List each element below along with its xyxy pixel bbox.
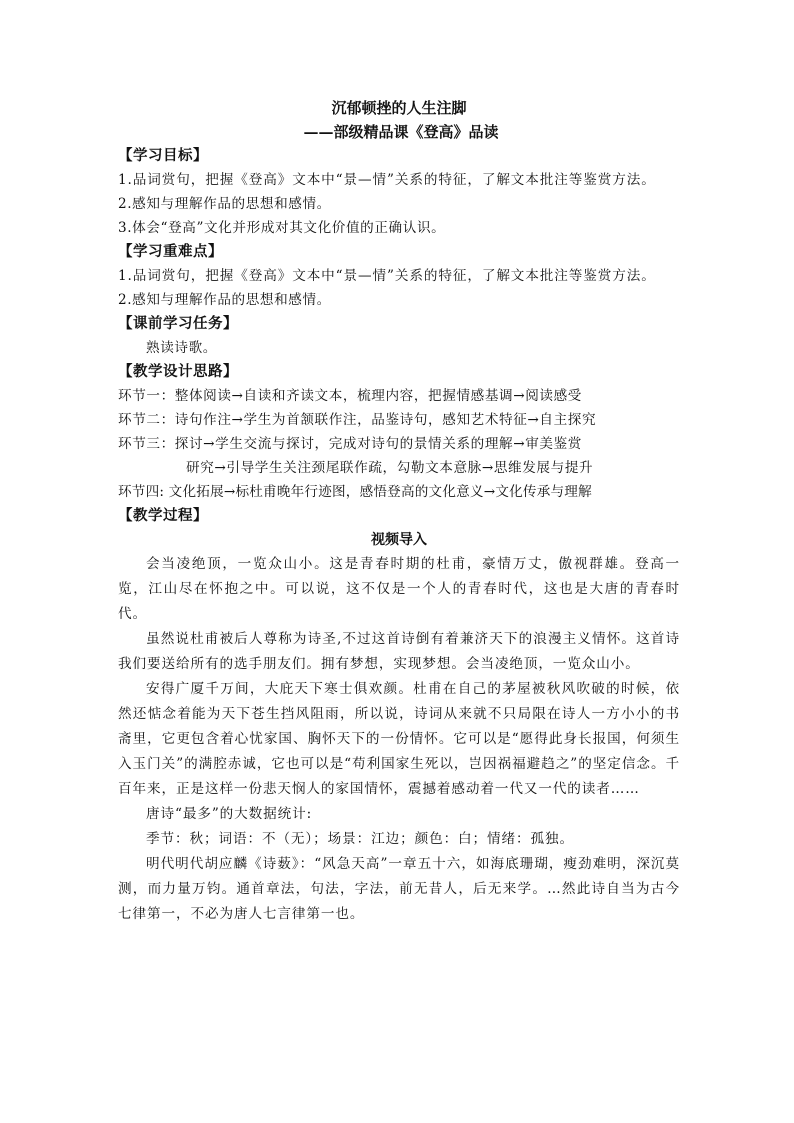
video-intro-heading: 视频导入 (371, 532, 427, 548)
process-heading: 【教学过程】 (118, 507, 208, 524)
process-paragraph: 会当凌绝顶，一览众山小。这是青春时期的杜甫，豪情万丈，傲视群雄。登高一览，江山尽在怀抱之中。可以说，这不仅是一个人的青春时代，这也是大唐的青春时代。 (118, 556, 680, 622)
key-point-item: 2.感知与理解作品的思想和感情。 (118, 292, 331, 308)
design-step: 环节二：诗句作注→学生为首颔联作注，品鉴诗句，感知艺术特征→自主探究 (118, 412, 597, 428)
design-heading: 【教学设计思路】 (118, 363, 238, 380)
process-paragraph: 唐诗“最多”的大数据统计: (146, 806, 313, 822)
process-paragraph: 安得广厦千万间，大庇天下寒士俱欢颜。杜甫在自己的茅屋被秋风吹破的时候，依然还惦念着能为天下苍生挡风阻雨，所以说，诗词从来就不只局限在诗人一方小小的书斋里，它更包含着心忧家国、胸怀天下的一份情怀。它可以是“愿得此身长报国，何须生入玉门关”的满腔赤诚，它也可以是“苟利国家生死以，岂因祸福避趋之”的坚定信念。千百年来，正是这样一份悲天悯人的家国情怀，震撼着感动着一代又一代的读者…… (118, 681, 680, 797)
goal-item: 1.品词赏句，把握《登高》文本中“景—情”关系的特征，了解文本批注等鉴赏方法。 (118, 172, 656, 188)
key-point-item: 1.品词赏句，把握《登高》文本中“景—情”关系的特征，了解文本批注等鉴赏方法。 (118, 268, 656, 284)
goal-item: 2.感知与理解作品的思想和感情。 (118, 196, 331, 212)
process-paragraph: 季节：秋；词语：不（无）；场景：江边；颜色：白；情绪：孤独。 (146, 831, 575, 847)
document-title: 沉郁顿挫的人生注脚 (331, 99, 467, 117)
design-step: 环节三：探讨→学生交流与探讨，完成对诗句的景情关系的理解→审美鉴赏 (118, 436, 582, 452)
process-paragraph: 明代明代胡应麟《诗薮》：“风急天高”一章五十六，如海底珊瑚，瘦劲难明，深沉莫测，而力量万钧。通首章法，句法，字法，前无昔人，后无来学。…然此诗自当为古今七律第一，不必为唐人七言律第一也。 (118, 856, 680, 922)
design-step: 环节一：整体阅读→自读和齐读文本，梳理内容，把握情感基调→阅读感受 (118, 388, 582, 404)
design-step: 研究→引导学生关注颈尾联作疏，勾勒文本意脉→思维发展与提升 (186, 460, 594, 476)
design-step: 环节四: 文化拓展→标杜甫晚年行迹图，感悟登高的文化意义→文化传承与理解 (118, 484, 592, 500)
pre-task-heading: 【课前学习任务】 (118, 315, 238, 332)
process-paragraph: 虽然说杜甫被后人尊称为诗圣,不过这首诗倒有着兼济天下的浪漫主义情怀。这首诗我们要送给所有的选手朋友们。拥有梦想，实现梦想。会当凌绝顶，一览众山小。 (118, 631, 680, 672)
pre-task-text: 熟读诗歌。 (146, 340, 217, 356)
document-subtitle: ——部级精品课《登高》品读 (303, 123, 499, 141)
document-page (118, 96, 680, 927)
goals-heading: 【学习目标】 (118, 147, 208, 164)
key-points-heading: 【学习重难点】 (118, 243, 223, 260)
goal-item: 3.体会“登高”文化并形成对其文化价值的正确认识。 (118, 220, 446, 236)
